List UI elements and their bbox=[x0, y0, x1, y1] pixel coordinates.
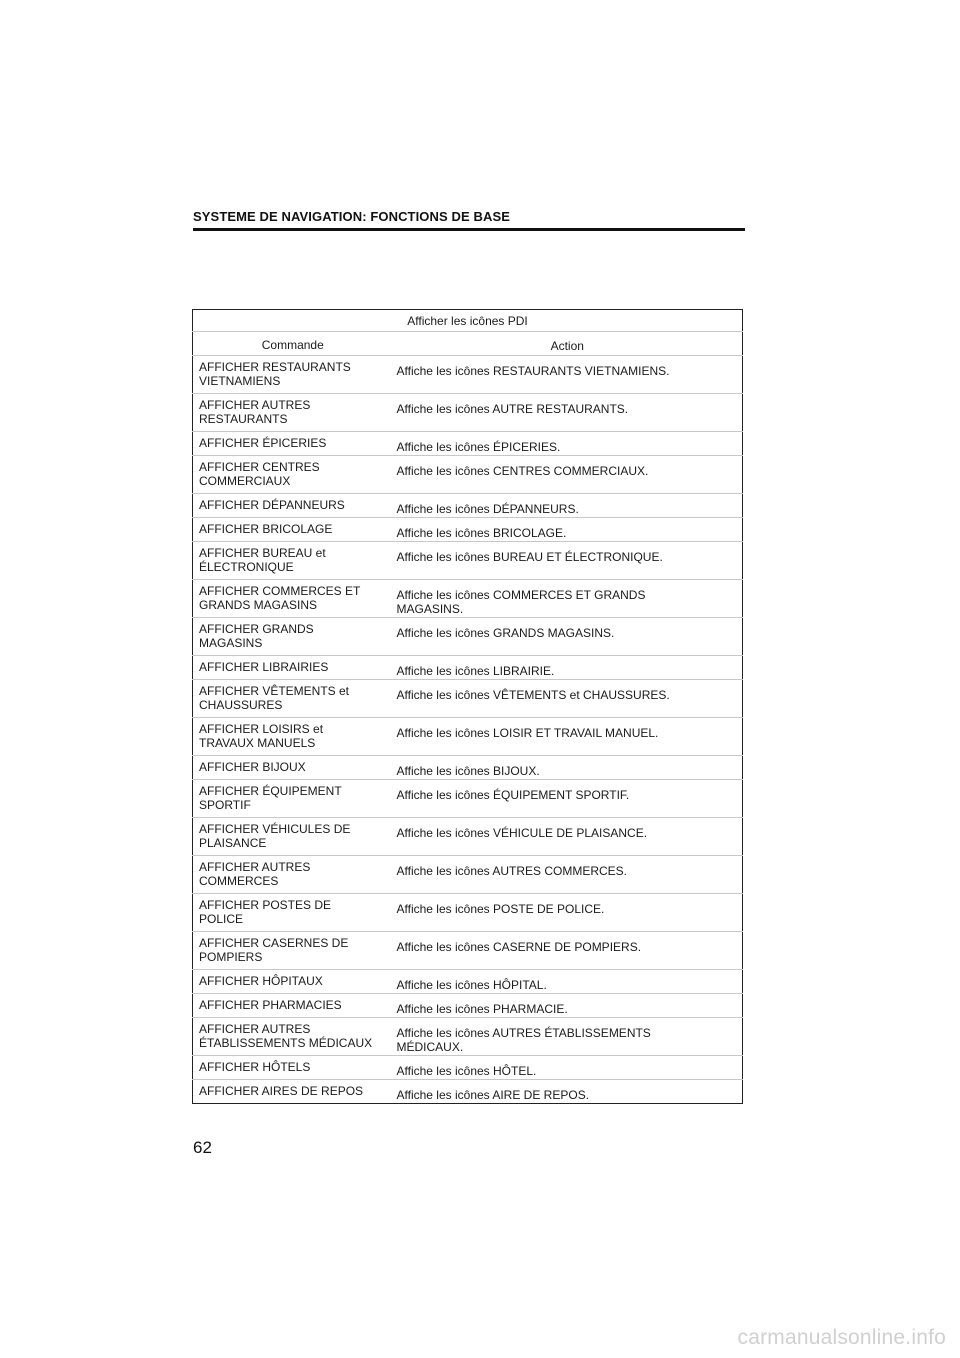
command-cell: AFFICHER POSTES DE POLICE bbox=[193, 894, 393, 932]
action-cell: Affiche les icônes RESTAURANTS VIETNAMIENS. bbox=[393, 356, 743, 394]
table-row bbox=[193, 894, 743, 932]
table-row bbox=[193, 456, 743, 494]
table-row bbox=[193, 394, 743, 432]
action-cell: Affiche les icônes DÉPANNEURS. bbox=[393, 494, 743, 518]
action-cell: Affiche les icônes POSTE DE POLICE. bbox=[393, 894, 743, 932]
table-row bbox=[193, 618, 743, 656]
table-row bbox=[193, 718, 743, 756]
action-cell: Affiche les icônes COMMERCES ET GRANDS MAGASINS. bbox=[393, 580, 743, 618]
action-cell: Affiche les icônes CENTRES COMMERCIAUX. bbox=[393, 456, 743, 494]
table-row bbox=[193, 756, 743, 780]
table-row bbox=[193, 818, 743, 856]
table-row bbox=[193, 580, 743, 618]
column-header-action: Action bbox=[393, 332, 743, 356]
action-cell: Affiche les icônes AIRE DE REPOS. bbox=[393, 1080, 743, 1104]
table-row bbox=[193, 356, 743, 394]
command-cell: AFFICHER DÉPANNEURS bbox=[193, 494, 393, 518]
action-cell: Affiche les icônes BUREAU ET ÉLECTRONIQUE. bbox=[393, 542, 743, 580]
action-cell: Affiche les icônes AUTRES ÉTABLISSEMENTS MÉDICAUX. bbox=[393, 1018, 743, 1056]
action-cell: Affiche les icônes LIBRAIRIE. bbox=[393, 656, 743, 680]
table-row bbox=[193, 518, 743, 542]
action-cell: Affiche les icônes AUTRE RESTAURANTS. bbox=[393, 394, 743, 432]
command-cell: AFFICHER VÊTEMENTS et CHAUSSURES bbox=[193, 680, 393, 718]
table-title: Afficher les icônes PDI bbox=[407, 314, 528, 328]
action-cell: Affiche les icônes PHARMACIE. bbox=[393, 994, 743, 1018]
command-cell: AFFICHER HÔPITAUX bbox=[193, 970, 393, 994]
action-cell: Affiche les icônes LOISIR ET TRAVAIL MANUEL. bbox=[393, 718, 743, 756]
action-cell: Affiche les icônes HÔPITAL. bbox=[393, 970, 743, 994]
command-cell: AFFICHER CASERNES DE POMPIERS bbox=[193, 932, 393, 970]
command-cell: AFFICHER BRICOLAGE bbox=[193, 518, 393, 542]
table-row bbox=[193, 780, 743, 818]
column-header-command: Commande bbox=[193, 332, 393, 356]
command-cell: AFFICHER ÉQUIPEMENT SPORTIF bbox=[193, 780, 393, 818]
command-cell: AFFICHER AUTRES RESTAURANTS bbox=[193, 394, 393, 432]
action-cell: Affiche les icônes GRANDS MAGASINS. bbox=[393, 618, 743, 656]
table-row bbox=[193, 432, 743, 456]
action-cell: Affiche les icônes BRICOLAGE. bbox=[393, 518, 743, 542]
header-rule bbox=[193, 228, 745, 231]
command-cell: AFFICHER RESTAURANTS VIETNAMIENS bbox=[193, 356, 393, 394]
table-row bbox=[193, 680, 743, 718]
command-cell: AFFICHER BIJOUX bbox=[193, 756, 393, 780]
table-row bbox=[193, 494, 743, 518]
command-cell: AFFICHER GRANDS MAGASINS bbox=[193, 618, 393, 656]
command-cell: AFFICHER HÔTELS bbox=[193, 1056, 393, 1080]
table-row bbox=[193, 932, 743, 970]
table-row bbox=[193, 856, 743, 894]
table-row bbox=[193, 1080, 743, 1104]
page-number: 62 bbox=[193, 1138, 212, 1157]
table-row bbox=[193, 542, 743, 580]
command-cell: AFFICHER AIRES DE REPOS bbox=[193, 1080, 393, 1104]
table-body bbox=[193, 356, 743, 1104]
action-cell: Affiche les icônes HÔTEL. bbox=[393, 1056, 743, 1080]
command-cell: AFFICHER ÉPICERIES bbox=[193, 432, 393, 456]
table-row bbox=[193, 1056, 743, 1080]
action-cell: Affiche les icônes ÉQUIPEMENT SPORTIF. bbox=[393, 780, 743, 818]
table-row bbox=[193, 970, 743, 994]
action-cell: Affiche les icônes VÊTEMENTS et CHAUSSURES. bbox=[393, 680, 743, 718]
action-cell: Affiche les icônes BIJOUX. bbox=[393, 756, 743, 780]
command-cell: AFFICHER BUREAU et ÉLECTRONIQUE bbox=[193, 542, 393, 580]
command-cell: AFFICHER VÉHICULES DE PLAISANCE bbox=[193, 818, 393, 856]
table-row bbox=[193, 1018, 743, 1056]
command-cell: AFFICHER LIBRAIRIES bbox=[193, 656, 393, 680]
command-cell: AFFICHER LOISIRS et TRAVAUX MANUELS bbox=[193, 718, 393, 756]
watermark: carmanualsonline.info bbox=[737, 1326, 946, 1349]
command-cell: AFFICHER AUTRES ÉTABLISSEMENTS MÉDICAUX bbox=[193, 1018, 393, 1056]
table-row bbox=[193, 994, 743, 1018]
action-cell: Affiche les icônes AUTRES COMMERCES. bbox=[393, 856, 743, 894]
page-header-title: SYSTEME DE NAVIGATION: FONCTIONS DE BASE bbox=[193, 209, 510, 224]
command-cell: AFFICHER COMMERCES ET GRANDS MAGASINS bbox=[193, 580, 393, 618]
action-cell: Affiche les icônes ÉPICERIES. bbox=[393, 432, 743, 456]
command-cell: AFFICHER PHARMACIES bbox=[193, 994, 393, 1018]
poi-commands-table bbox=[192, 309, 743, 1104]
command-cell: AFFICHER AUTRES COMMERCES bbox=[193, 856, 393, 894]
table-row bbox=[193, 656, 743, 680]
command-cell: AFFICHER CENTRES COMMERCIAUX bbox=[193, 456, 393, 494]
action-cell: Affiche les icônes VÉHICULE DE PLAISANCE. bbox=[393, 818, 743, 856]
action-cell: Affiche les icônes CASERNE DE POMPIERS. bbox=[393, 932, 743, 970]
